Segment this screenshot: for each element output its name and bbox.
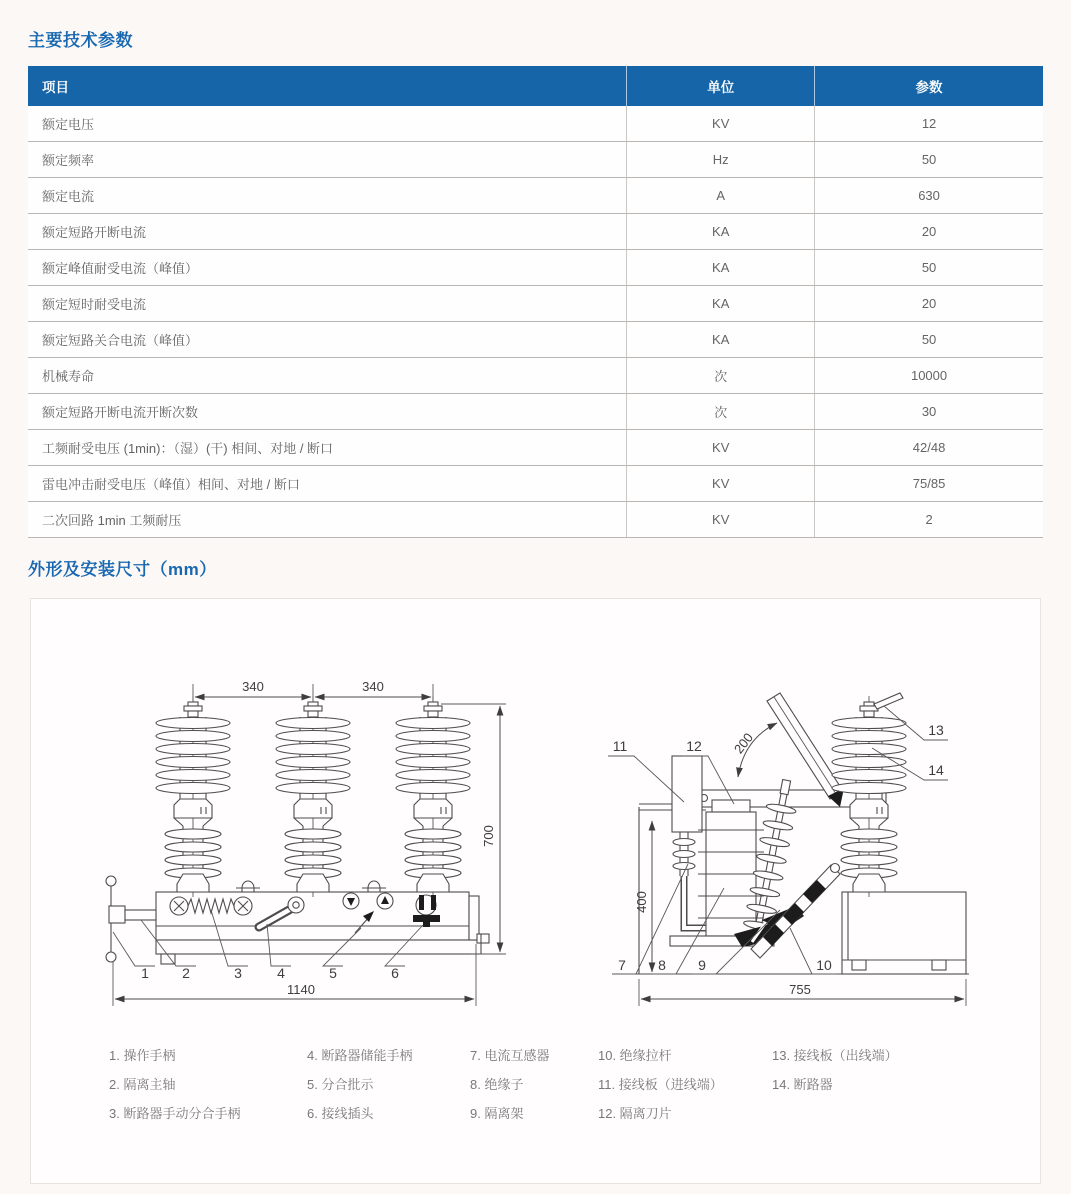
value-cell: 12 <box>815 106 1043 142</box>
dim-label-755: 755 <box>789 982 811 997</box>
table-row <box>28 286 1043 322</box>
dim-label-1140: 1140 <box>287 982 315 997</box>
callout-8: 8 <box>658 957 666 973</box>
table-row <box>28 430 1043 466</box>
item-cell: 额定电压 <box>28 106 627 142</box>
unit-cell: KA <box>627 286 815 322</box>
front-view-drawing <box>61 644 521 1019</box>
unit-cell: 次 <box>627 358 815 394</box>
table-row <box>28 466 1043 502</box>
item-cell: 机械寿命 <box>28 358 627 394</box>
column-header-value: 参数 <box>815 66 1043 106</box>
dim-label-400: 400 <box>634 891 649 913</box>
legend-item: 7. 电流互感器 <box>470 1048 550 1063</box>
item-cell: 额定短时耐受电流 <box>28 286 627 322</box>
legend-item: 6. 接线插头 <box>307 1106 374 1121</box>
value-cell: 50 <box>815 250 1043 286</box>
side-width-dimension <box>639 979 966 1006</box>
table-row <box>28 250 1043 286</box>
callout-9: 9 <box>698 957 706 973</box>
callout-3: 3 <box>234 965 242 981</box>
callout-2: 2 <box>182 965 190 981</box>
unit-cell: Hz <box>627 142 815 178</box>
legend-item: 1. 操作手柄 <box>109 1048 176 1063</box>
table-row <box>28 322 1043 358</box>
dim-label-340-left: 340 <box>242 679 264 694</box>
table-row <box>28 358 1043 394</box>
dimension-diagram-panel <box>30 598 1041 1184</box>
unit-cell: KA <box>627 214 815 250</box>
item-cell: 额定短路开断电流 <box>28 214 627 250</box>
callout-12: 12 <box>686 738 702 754</box>
table-row <box>28 142 1043 178</box>
outlet-terminal-tab <box>874 693 903 709</box>
table-row <box>28 502 1043 538</box>
side-height-dimension <box>634 821 652 972</box>
legend-item: 4. 断路器储能手柄 <box>307 1048 413 1063</box>
legend-item: 9. 隔离架 <box>470 1106 524 1121</box>
tech-params-table <box>28 66 1043 538</box>
dimensions-section-title: 外形及安装尺寸（mm） <box>28 560 217 579</box>
dim-label-200: 200 <box>730 730 757 757</box>
callout-11: 11 <box>612 738 628 754</box>
item-cell: 额定短路关合电流（峰值） <box>28 322 627 358</box>
legend-column <box>772 1047 898 1105</box>
legend-item: 2. 隔离主轴 <box>109 1077 176 1092</box>
value-cell: 10000 <box>815 358 1043 394</box>
value-cell: 75/85 <box>815 466 1043 502</box>
value-cell: 42/48 <box>815 430 1043 466</box>
legend-column <box>307 1047 412 1134</box>
unit-cell: KV <box>627 502 815 538</box>
value-cell: 50 <box>815 322 1043 358</box>
callout-5: 5 <box>329 965 337 981</box>
unit-cell: KV <box>627 466 815 502</box>
item-cell: 额定频率 <box>28 142 627 178</box>
value-cell: 30 <box>815 394 1043 430</box>
column-header-unit: 单位 <box>627 66 815 106</box>
operating-handle <box>106 876 156 962</box>
legend-item: 14. 断路器 <box>772 1077 833 1092</box>
unit-cell: KV <box>627 430 815 466</box>
value-cell: 20 <box>815 214 1043 250</box>
legend-item: 3. 断路器手动分合手柄 <box>109 1106 241 1121</box>
callout-14: 14 <box>928 762 944 778</box>
callout-7: 7 <box>618 957 626 973</box>
page-title: 主要技术参数 <box>28 31 133 50</box>
item-cell: 工频耐受电压 (1min)：（湿）(干) 相间、对地 / 断口 <box>28 430 627 466</box>
item-cell: 额定电流 <box>28 178 627 214</box>
unit-cell: KA <box>627 250 815 286</box>
dim-label-340-right: 340 <box>362 679 384 694</box>
value-cell: 50 <box>815 142 1043 178</box>
callout-6: 6 <box>391 965 399 981</box>
item-cell: 额定峰值耐受电流（峰值） <box>28 250 627 286</box>
legend-item: 8. 绝缘子 <box>470 1077 524 1092</box>
unit-cell: A <box>627 178 815 214</box>
blade-stroke-dimension <box>731 723 777 777</box>
side-base-box <box>842 892 966 974</box>
item-cell: 雷电冲击耐受电压（峰值）相间、对地 / 断口 <box>28 466 627 502</box>
callout-1: 1 <box>141 965 149 981</box>
callout-4: 4 <box>277 965 285 981</box>
table-row <box>28 214 1043 250</box>
table-header-row <box>28 66 1043 106</box>
legend-item: 10. 绝缘拉杆 <box>598 1048 672 1063</box>
legend-column <box>109 1047 240 1134</box>
unit-cell: 次 <box>627 394 815 430</box>
legend-item: 12. 隔离刀片 <box>598 1106 672 1121</box>
table-row <box>28 178 1043 214</box>
unit-cell: KV <box>627 106 815 142</box>
item-cell: 二次回路 1min 工频耐压 <box>28 502 627 538</box>
legend-column <box>598 1047 723 1134</box>
value-cell: 630 <box>815 178 1043 214</box>
legend-item: 11. 接线板（进线端） <box>598 1077 723 1092</box>
unit-cell: KA <box>627 322 815 358</box>
legend-item: 13. 接线板（出线端） <box>772 1048 898 1063</box>
value-cell: 20 <box>815 286 1043 322</box>
column-header-item: 项目 <box>28 66 627 106</box>
item-cell: 额定短路开断电流开断次数 <box>28 394 627 430</box>
table-row <box>28 394 1043 430</box>
legend-column <box>470 1047 549 1134</box>
callout-13: 13 <box>928 722 944 738</box>
callout-10: 10 <box>816 957 832 973</box>
side-view-drawing <box>584 644 1014 1019</box>
dim-label-700: 700 <box>481 825 496 847</box>
value-cell: 2 <box>815 502 1043 538</box>
table-row <box>28 106 1043 142</box>
legend-item: 5. 分合批示 <box>307 1077 374 1092</box>
